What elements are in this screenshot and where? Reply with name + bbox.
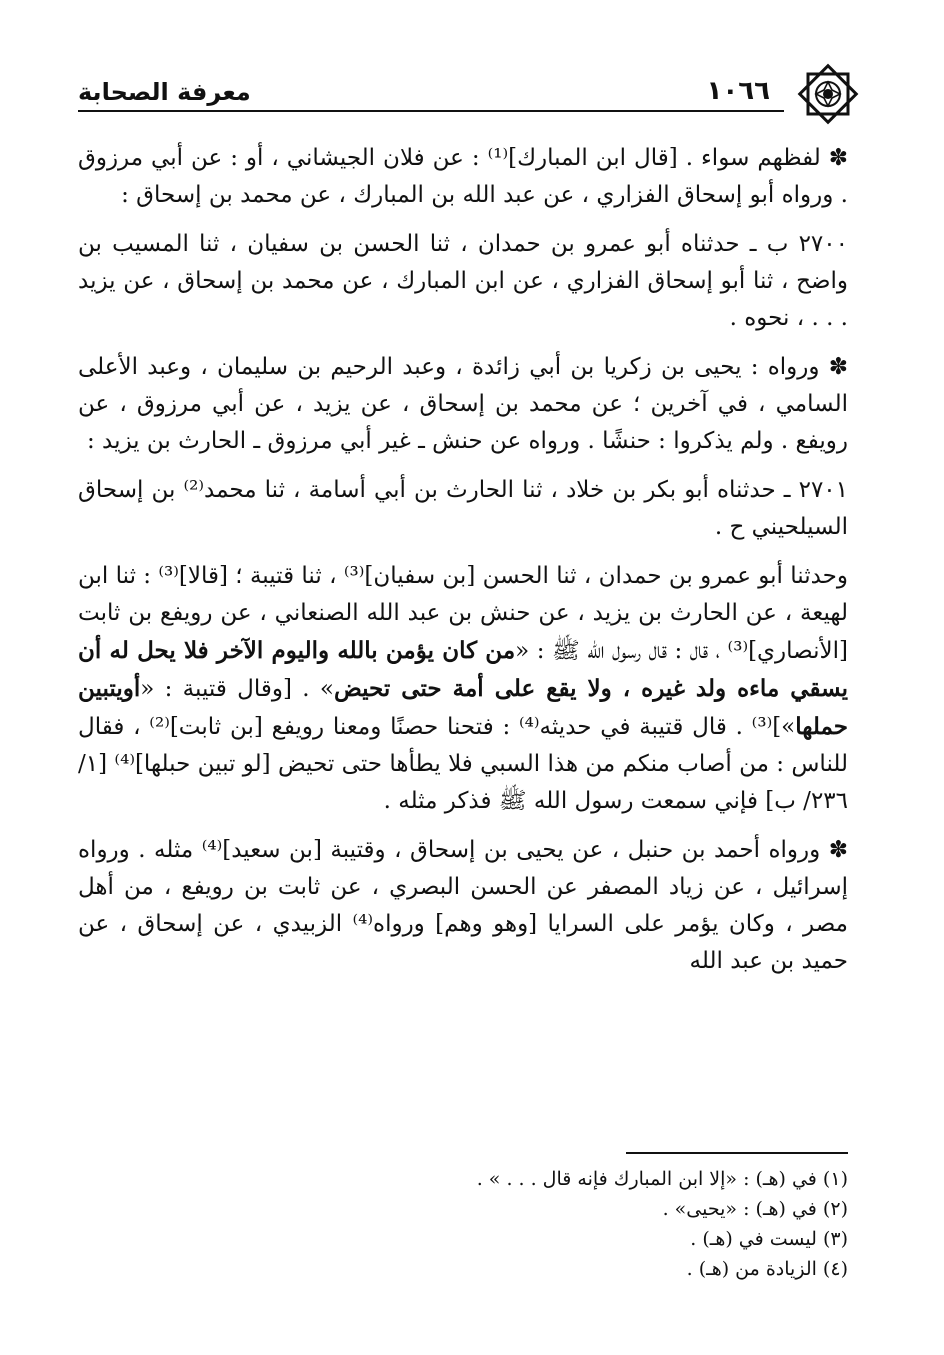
paragraph: ✽ ورواه أحمد بن حنبل ، عن يحيى بن إسحاق ، وقتيبة [بن سعيد]⁽⁴⁾ مثله . ورواه إسرائيل ، عن زياد المصفر عن الحسن البصري ، عن ثابت بن رويفع ، من أهل مصر ، وكان يؤمر على السرايا [وهو وهم] ورواه⁽⁴⁾ الزبيدي ، عن إسحاق ، عن حميد بن عبد الله: [78, 837, 849, 974]
paragraph: ✽ لفظهم سواء . [قال ابن المبارك]⁽¹⁾ : عن فلان الجيشاني ، أو : عن أبي مرزوق . ورواه أبو إسحاق الفزاري ، عن عبد الله بن المبارك ، عن محمد بن إسحاق :: [78, 145, 848, 208]
footnote: (١) في (هـ) : «إلا ابن المبارك فإنه قال . . . » .: [476, 1168, 848, 1190]
hadith-2701: ٢٧٠١ ـ حدثناه أبو بكر بن خلاد ، ثنا الحارث بن أبي أسامة ، ثنا محمد⁽²⁾ بن إسحاق السيلحيني ح .: [78, 477, 849, 540]
footnote-rule: [626, 1152, 848, 1154]
footnote: (٣) ليست في (هـ) .: [690, 1228, 848, 1250]
paragraph: ✽ ورواه : يحيى بن زكريا بن أبي زائدة ، وعبد الرحيم بن سليمان ، وعبد الأعلى السامي ، في آخرين ؛ عن محمد بن إسحاق ، عن يزيد ، عن أبي مرزوق ، عن رويفع . ولم يذكروا : حنشًا . ورواه عن حنش ـ غير أبي مرزوق ـ الحارث بن يزيد :: [78, 354, 848, 454]
hadith-2700b: ٢٧٠٠ ب ـ حدثناه أبو عمرو بن حمدان ، ثنا الحسن بن سفيان ، ثنا المسيب بن واضح ، ثنا أبو إسحاق الفزاري ، عن ابن المبارك ، عن محمد بن إسحاق ، عن يزيد . . . ، نحوه .: [78, 231, 848, 331]
footnote: (٢) في (هـ) : «يحيى» .: [662, 1198, 848, 1220]
main-text: [78, 140, 848, 992]
star-ornament-icon: [796, 62, 860, 126]
text-run: وحدثنا أبو عمرو بن حمدان ، ثنا الحسن [بن سفيان]⁽³⁾ ، ثنا قتيبة ؛ [قالا]⁽³⁾ : ثنا ابن لهيعة ، عن الحارث بن يزيد ، عن حنش بن عبد الله الصنعاني ، عن رويفع بن ثابت [الأنصاري]⁽³⁾ ، قال : قال رسول الله ﷺ : «: [78, 563, 849, 664]
hadith-text-bold: من كان يؤمن بالله واليوم الآخر فلا يحل له أن يسقي ماءه ولد غيره ، ولا يقع على أمة حتى تحيض: [78, 637, 848, 702]
footnotes: [88, 1164, 848, 1284]
text-run: » . [وقال قتيبة : «: [140, 676, 334, 702]
header-rule: [78, 110, 784, 112]
book-title: معرفة الصحابة: [78, 78, 251, 106]
footnote: (٤) الزيادة من (هـ) .: [686, 1258, 848, 1280]
page-number: ١٠٦٦: [706, 76, 770, 106]
paragraph: [78, 558, 848, 820]
page-header: [78, 72, 866, 116]
text-run: »]⁽³⁾ . قال قتيبة في حديثه⁽⁴⁾ : فتحنا حصنًا ومعنا رويفع [بن ثابت]⁽²⁾ ، فقال للناس : من أصاب منكم من هذا السبي فلا يطأها حتى تحيض [لو تبين حبلها]⁽⁴⁾ [١/ ٢٣٦/ ب] فإني سمعت رسول الله ﷺ فذكر مثله .: [78, 714, 849, 814]
hadith-text-bold: أويتبين حملها: [78, 675, 849, 740]
